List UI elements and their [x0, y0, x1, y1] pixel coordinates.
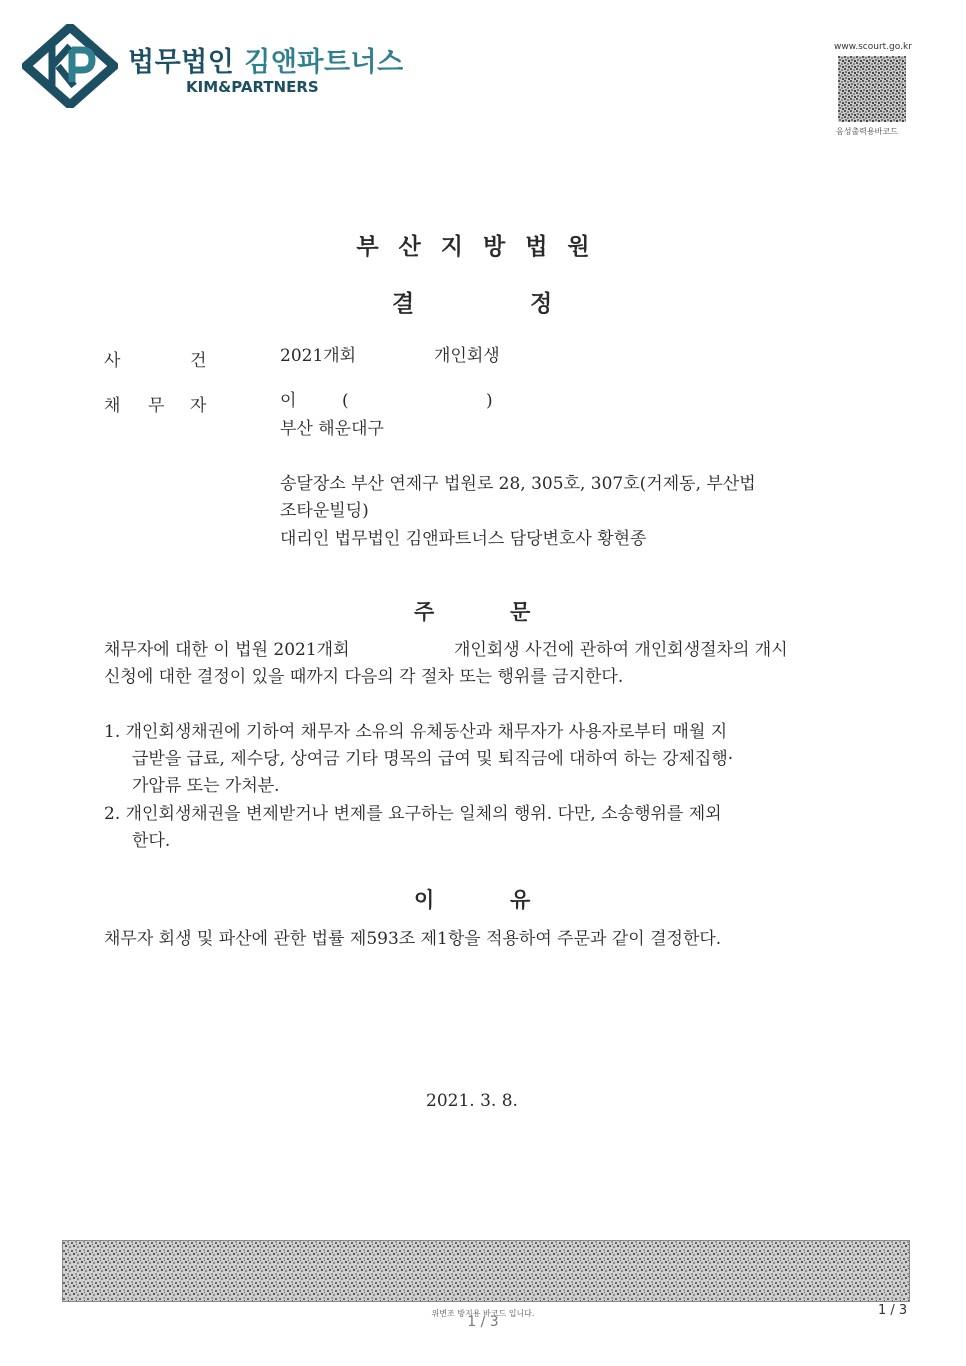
court-name: 부산지방법원	[356, 234, 610, 260]
firm-name-en: KIM&PARTNERS	[186, 78, 319, 96]
order-item2-line1: 2. 개인회생채권을 변제받거나 변제를 요구하는 일체의 행위. 다만, 소송행위를 제외	[104, 804, 722, 824]
title-left: 결	[392, 291, 415, 317]
debtor-paren-open: (	[342, 391, 349, 411]
anti-forgery-caption: 위변조 방지용 바코드 입니다.	[431, 1309, 535, 1318]
debtor-address: 부산 해운대구	[280, 419, 384, 439]
reason-title-left: 이	[414, 888, 435, 912]
order-item1-line2: 급받을 급료, 제수당, 상여금 기타 명목의 급여 및 퇴직금에 대하여 하는 강제집행·	[132, 749, 734, 769]
kim-partners-logo-icon	[22, 24, 118, 108]
debtor-paren-close: )	[486, 391, 493, 411]
debtor-label-3: 자	[190, 396, 207, 416]
barcode-caption: 음성출력용바코드	[836, 127, 898, 136]
order-para-line1-b: 개인회생 사건에 관하여 개인회생절차의 개시	[454, 640, 788, 660]
reason-text: 채무자 회생 및 파산에 관한 법률 제593조 제1항을 적용하여 주문과 같이 결정한다.	[104, 929, 722, 949]
anti-forgery-barcode-icon	[62, 1240, 910, 1302]
case-label-2: 건	[190, 351, 207, 371]
case-type: 개인회생	[434, 346, 500, 366]
service-address-line2: 조타운빌딩)	[280, 501, 369, 521]
firm-name-kr-part1: 법무법인	[128, 47, 235, 78]
order-item1-line3: 가압류 또는 가처분.	[132, 776, 280, 796]
service-address-line1: 송달장소 부산 연제구 법원로 28, 305호, 307호(거제동, 부산법	[280, 474, 756, 494]
verification-barcode-icon	[838, 56, 906, 122]
firm-name-kr	[128, 40, 404, 79]
firm-name-kr-part2: 김앤파트너스	[244, 47, 404, 78]
decision-date: 2021. 3. 8.	[426, 1091, 518, 1111]
scourt-url: www.scourt.go.kr	[834, 42, 912, 52]
case-label-1: 사	[104, 351, 121, 371]
order-title-right: 문	[510, 600, 531, 624]
agent-line: 대리인 법무법인 김앤파트너스 담당변호사 황현종	[280, 529, 647, 549]
order-title-left: 주	[414, 600, 435, 624]
page-number-right: 1 / 3	[878, 1303, 908, 1318]
case-number: 2021개회	[280, 346, 357, 366]
order-para-line2: 신청에 대한 결정이 있을 때까지 다음의 각 절차 또는 행위를 금지한다.	[104, 667, 624, 687]
title-right: 정	[530, 291, 553, 317]
reason-title-right: 유	[510, 888, 531, 912]
order-para-line1-a: 채무자에 대한 이 법원 2021개회	[104, 640, 350, 660]
page-number-center: 1 / 3	[467, 1314, 499, 1330]
order-item1-line1: 1. 개인회생채권에 기하여 채무자 소유의 유체동산과 채무자가 사용자로부터 매월 지	[104, 722, 728, 742]
debtor-label-1: 채	[104, 396, 121, 416]
debtor-label-2: 무	[148, 396, 165, 416]
debtor-name: 이	[280, 391, 297, 411]
order-item2-line2: 한다.	[132, 831, 171, 851]
